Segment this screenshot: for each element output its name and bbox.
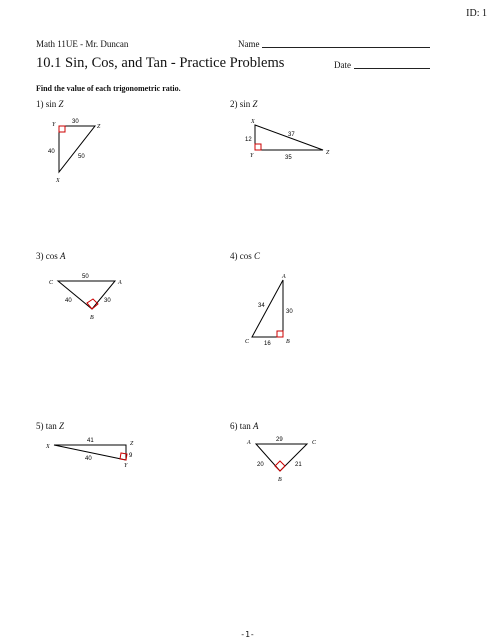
problem-1-label: 1) sin Z — [36, 99, 64, 109]
vertex-label: B — [90, 315, 94, 321]
side-length: 40 — [65, 298, 72, 304]
worksheet-id: ID: 1 — [466, 8, 487, 19]
vertex-label: A — [247, 440, 251, 446]
side-length: 37 — [288, 132, 295, 138]
triangle-3 — [49, 274, 122, 321]
triangle-4 — [245, 274, 293, 347]
vertex-label: A — [282, 274, 286, 280]
side-length: 12 — [245, 137, 252, 143]
instructions: Find the value of each trigonometric ratio. — [36, 84, 181, 93]
side-length: 40 — [48, 149, 55, 155]
vertex-label: C — [245, 339, 250, 345]
triangle-5 — [45, 438, 134, 469]
vertex-label: B — [278, 477, 282, 483]
side-length: 20 — [257, 462, 264, 468]
vertex-label: Z — [326, 150, 330, 156]
page-number: -1- — [240, 630, 255, 639]
side-length: 21 — [295, 462, 302, 468]
vertex-label: X — [46, 444, 50, 450]
problem-5-label: 5) tan Z — [36, 421, 65, 431]
right-angle-marker — [255, 144, 261, 150]
triangle-6 — [246, 437, 317, 483]
right-angle-marker — [277, 331, 283, 337]
side-length: 41 — [87, 438, 94, 444]
side-length: 30 — [72, 119, 79, 125]
side-length: 34 — [258, 303, 265, 309]
vertex-label: X — [56, 178, 60, 184]
vertex-label: X — [251, 119, 255, 125]
side-length: 40 — [85, 456, 92, 462]
vertex-label: Y — [124, 463, 128, 469]
page-title: 10.1 Sin, Cos, and Tan - Practice Problems — [36, 55, 285, 71]
side-length: 9 — [129, 453, 133, 459]
vertex-label: B — [286, 339, 290, 345]
vertex-label: C — [312, 440, 317, 446]
name-label: Name — [238, 39, 260, 49]
side-length: 50 — [78, 154, 85, 160]
course-label: Math 11UE - Mr. Duncan — [36, 39, 129, 49]
side-length: 30 — [286, 309, 293, 315]
vertex-label: Y — [250, 153, 254, 159]
vertex-label: Z — [130, 441, 134, 447]
vertex-label: Y — [52, 122, 56, 128]
side-length: 16 — [264, 341, 271, 347]
triangle-1 — [48, 119, 101, 184]
problem-2-label: 2) sin Z — [230, 99, 258, 109]
vertex-label: A — [118, 280, 122, 286]
right-angle-marker — [275, 461, 285, 471]
problem-3-label: 3) cos A — [36, 251, 66, 261]
side-length: 35 — [285, 155, 292, 161]
right-angle-marker — [59, 126, 65, 132]
vertex-label: Z — [97, 124, 101, 130]
side-length: 30 — [104, 298, 111, 304]
problem-6-label: 6) tan A — [230, 421, 259, 431]
problem-4-label: 4) cos C — [230, 251, 261, 261]
triangle-2 — [245, 119, 330, 161]
side-length: 50 — [82, 274, 89, 280]
vertex-label: C — [49, 280, 54, 286]
date-label: Date — [334, 60, 351, 70]
side-length: 29 — [276, 437, 283, 443]
